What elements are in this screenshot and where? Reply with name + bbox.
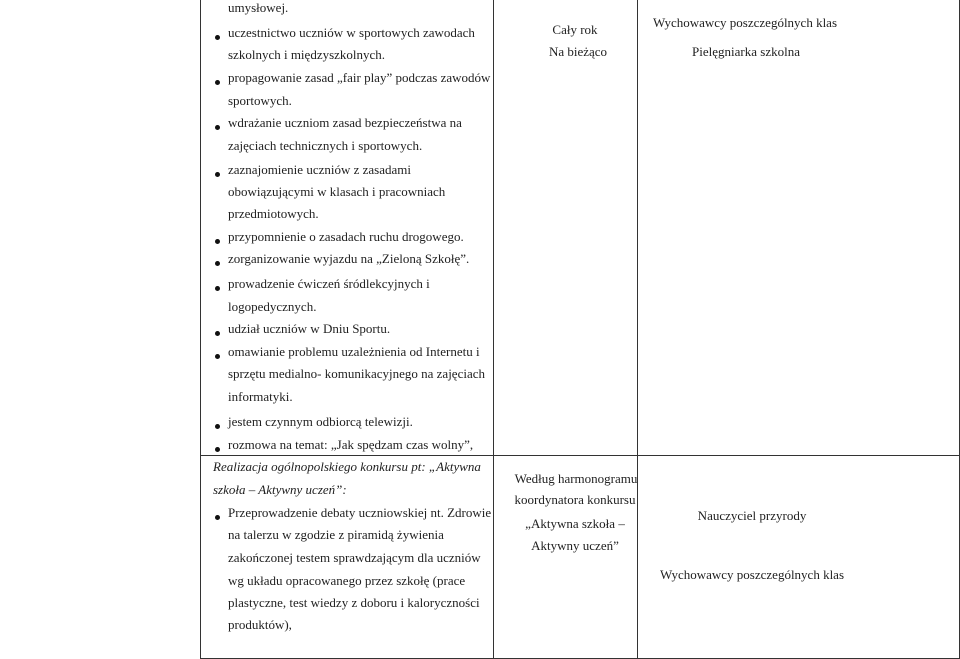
activity-line: uczestnictwo uczniów w sportowych zawodach xyxy=(228,25,475,40)
activity-line: wdrażanie uczniom zasad bezpieczeństwa na xyxy=(228,115,462,130)
activity-line: zaznajomienie uczniów z zasadami xyxy=(228,162,411,177)
schedule-contest-name-2: Aktywny uczeń” xyxy=(531,538,619,553)
activity-line: informatyki. xyxy=(228,389,293,404)
bullet-icon xyxy=(215,515,220,520)
responsible-nature-teacher: Nauczyciel przyrody xyxy=(697,508,807,523)
bullet-icon xyxy=(215,80,220,85)
activity-line: logopedycznych. xyxy=(228,299,317,314)
activity-line: propagowanie zasad „fair play” podczas zawodów xyxy=(228,70,491,85)
activity-line: Przeprowadzenie debaty uczniowskiej nt. Zdrowie xyxy=(228,505,492,520)
bullet-icon xyxy=(215,172,220,177)
activity-line: zorganizowanie wyjazdu na „Zieloną Szkołę”. xyxy=(228,251,470,266)
bullet-icon xyxy=(215,331,220,336)
activity-line: umysłowej. xyxy=(228,0,289,15)
table-row-divider xyxy=(200,455,960,456)
activity-line: przypomnienie o zasadach ruchu drogowego. xyxy=(228,229,464,244)
schedule-year: Cały rok xyxy=(552,22,598,37)
activity-line: obowiązującymi w klasach i pracowniach xyxy=(228,184,446,199)
activity-line: plastyczne, test wiedzy z doboru i kaloryczności xyxy=(228,595,480,610)
table-border-left xyxy=(200,0,201,659)
table-divider-2 xyxy=(637,0,638,659)
bullet-icon xyxy=(215,447,220,452)
table-divider-1 xyxy=(493,0,494,659)
activity-line: zajęciach technicznych i sportowych. xyxy=(228,138,423,153)
activity-line: rozmowa na temat: „Jak spędzam czas wolny”, xyxy=(228,437,474,452)
bullet-icon xyxy=(215,286,220,291)
activity-line: sprzętu medialno- komunikacyjnego na zajęciach xyxy=(228,366,486,381)
activity-line: szkolnych i międzyszkolnych. xyxy=(228,47,386,62)
bullet-icon xyxy=(215,239,220,244)
activity-line: omawianie problemu uzależnienia od Internetu i xyxy=(228,344,480,359)
responsible-class-teachers: Wychowawcy poszczególnych klas xyxy=(652,15,838,30)
bullet-icon xyxy=(215,261,220,266)
activity-line: sportowych. xyxy=(228,93,292,108)
activity-line: przedmiotowych. xyxy=(228,206,319,221)
activity-line: jestem czynnym odbiorcą telewizji. xyxy=(228,414,413,429)
activity-line: udział uczniów w Dniu Sportu. xyxy=(228,321,391,336)
activity-line: wg układu opracowanego przez szkołę (prace xyxy=(228,573,466,588)
activity-line: produktów), xyxy=(228,617,292,632)
responsible-class-teachers-2: Wychowawcy poszczególnych klas xyxy=(659,567,845,582)
bullet-icon xyxy=(215,354,220,359)
schedule-contest-name-1: „Aktywna szkoła – xyxy=(525,516,625,531)
activity-line: zakończonej testem sprawdzającym dla uczniów xyxy=(228,550,481,565)
schedule-per-contest: Według harmonogramu xyxy=(514,471,638,486)
bullet-icon xyxy=(215,125,220,130)
schedule-coordinator: koordynatora konkursu xyxy=(514,492,636,507)
contest-title-line: Realizacja ogólnopolskiego konkursu pt: „Aktywna xyxy=(213,459,481,474)
activity-line: na talerzu w zgodzie z piramidą żywienia xyxy=(228,527,444,542)
schedule-ongoing: Na bieżąco xyxy=(548,44,608,59)
responsible-school-nurse: Pielęgniarka szkolna xyxy=(692,44,800,59)
bullet-icon xyxy=(215,424,220,429)
bullet-icon xyxy=(215,35,220,40)
contest-title-line: szkoła – Aktywny uczeń”: xyxy=(213,482,347,497)
activity-line: prowadzenie ćwiczeń śródlekcyjnych i xyxy=(228,276,430,291)
